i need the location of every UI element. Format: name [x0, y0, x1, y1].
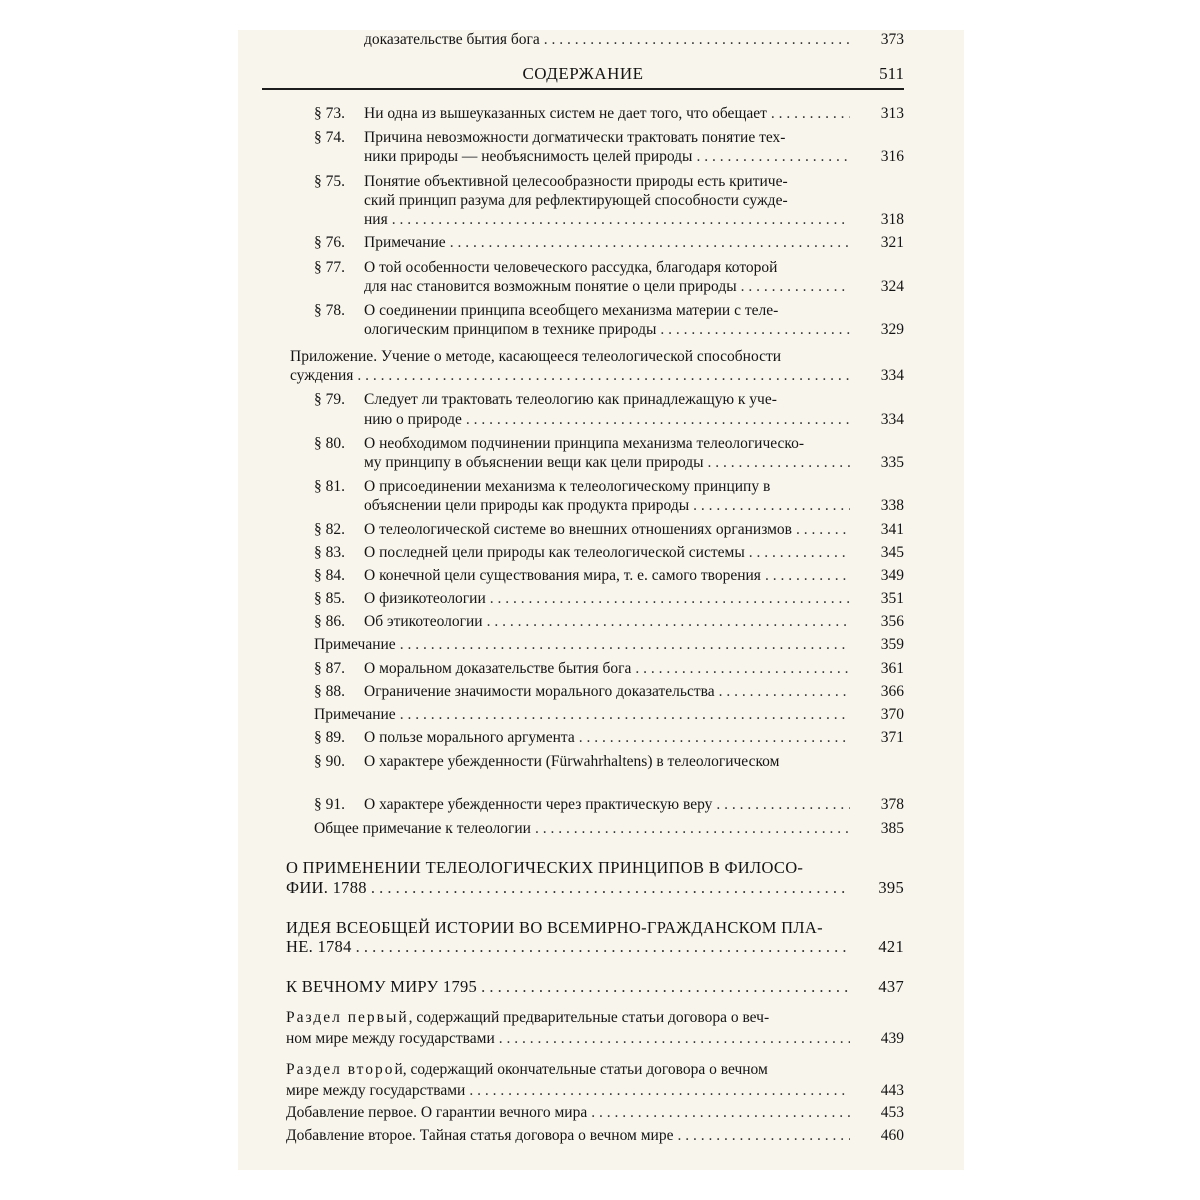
entry-page-number: 385 — [880, 820, 904, 837]
entry-title-line — [286, 1060, 768, 1080]
toc-line — [314, 752, 858, 772]
section-number: § 77. — [314, 259, 345, 276]
toc-line — [314, 233, 850, 253]
dot-leader — [579, 728, 850, 748]
section-number: § 78. — [314, 302, 345, 319]
dot-leader — [481, 977, 850, 997]
section-number: § 75. — [314, 173, 345, 190]
toc-line — [286, 878, 850, 898]
entry-page-number: 443 — [880, 1082, 904, 1099]
entry-page-number: 334 — [880, 367, 904, 384]
entry-page-number: 395 — [878, 878, 904, 897]
dot-leader — [466, 410, 850, 430]
entry-page-number: 437 — [878, 977, 904, 996]
entry-page-number: 321 — [880, 234, 904, 251]
section-number: § 86. — [314, 613, 345, 630]
entry-page-number: 460 — [880, 1127, 904, 1144]
book-page — [238, 30, 964, 1170]
entry-page-number: 316 — [880, 148, 904, 165]
spaced-heading: Раздел второ — [286, 1061, 395, 1078]
dot-leader — [716, 795, 850, 815]
dot-leader — [490, 589, 850, 609]
dot-leader — [749, 543, 850, 563]
entry-title-line: Причина невозможности догматически трактовать понятие тех- — [364, 129, 786, 146]
entry-page-number: 370 — [880, 706, 904, 723]
dot-leader — [719, 682, 850, 702]
entry-title-line: Понятие объективной целесообразности природы есть критиче- — [364, 173, 788, 190]
entry-page-number: 356 — [880, 613, 904, 630]
dot-leader — [693, 496, 850, 516]
running-title: СОДЕРЖАНИЕ — [522, 64, 644, 83]
entry-page-number: 373 — [880, 31, 904, 48]
entry-title-line: нию о природе — [364, 411, 462, 428]
entry-title-line: К ВЕЧНОМУ МИРУ 1795 — [286, 977, 478, 996]
section-number: § 88. — [314, 683, 345, 700]
dot-leader — [708, 453, 850, 473]
entry-title-line: Общее примечание к телеологии — [314, 820, 531, 837]
entry-page-number: 349 — [880, 567, 904, 584]
spaced-heading: Раздел первый — [286, 1009, 409, 1026]
toc-line — [314, 258, 858, 278]
entry-title-line: мире между государствами — [286, 1082, 466, 1099]
section-number: § 81. — [314, 478, 345, 495]
entry-page-number: 453 — [880, 1104, 904, 1121]
entry-page-number: 334 — [880, 411, 904, 428]
toc-line — [314, 728, 850, 748]
entry-page-number: 361 — [880, 660, 904, 677]
entry-title-line: Примечание — [364, 234, 446, 251]
entry-title-line: Ни одна из вышеуказанных систем не дает того, что обещает — [364, 105, 767, 122]
entry-title-line: О пользе морального аргумента — [364, 729, 575, 746]
toc-line — [314, 453, 850, 473]
entry-title-line: ологическим принципом в технике природы — [364, 321, 657, 338]
section-number: § 80. — [314, 435, 345, 452]
entry-title-line: О присоединении механизма к телеологическому принципу в — [364, 478, 771, 495]
entry-title-line: ники природы — необъяснимость целей природы — [364, 148, 693, 165]
toc-line — [314, 410, 850, 430]
section-number: § 90. — [314, 753, 345, 770]
dot-leader — [696, 147, 850, 167]
toc-line — [286, 937, 850, 957]
toc-line — [286, 1126, 850, 1146]
dot-leader — [450, 233, 850, 253]
entry-page-number: 335 — [880, 454, 904, 471]
entry-title-line: ния — [364, 211, 388, 228]
entry-title-line: О конечной цели существования мира, т. е. самого творения — [364, 567, 761, 584]
entry-title-line: О характере убежденности (Fürwahrhaltens) в телеологическом — [364, 753, 780, 770]
entry-title-line: О соединении принципа всеобщего механизма материи с теле- — [364, 302, 779, 319]
entry-page-number: 338 — [880, 497, 904, 514]
section-number: § 76. — [314, 234, 345, 251]
toc-line — [314, 635, 850, 655]
section-number: § 89. — [314, 729, 345, 746]
toc-line — [290, 347, 858, 367]
entry-page-number: 313 — [880, 105, 904, 122]
dot-leader — [741, 277, 850, 297]
heading-rest: й, содержащий окончательные статьи договора о вечном — [394, 1061, 768, 1078]
section-number: § 73. — [314, 105, 345, 122]
dot-leader — [660, 320, 850, 340]
entry-page-number: 439 — [880, 1030, 904, 1047]
page-number: 511 — [879, 64, 904, 83]
dot-leader — [356, 937, 850, 957]
entry-title-line: НЕ. 1784 — [286, 937, 352, 956]
toc-line — [286, 1008, 858, 1028]
toc-line — [314, 210, 850, 230]
toc-line — [314, 795, 850, 815]
toc-line — [286, 858, 858, 878]
toc-line — [314, 543, 850, 563]
toc-line — [314, 277, 850, 297]
toc-line — [314, 589, 850, 609]
entry-page-number: 421 — [878, 937, 904, 956]
toc-line — [286, 1060, 858, 1080]
dot-leader — [591, 1103, 850, 1123]
toc-line — [314, 320, 850, 340]
toc-line — [314, 172, 858, 192]
toc-line — [314, 147, 850, 167]
toc-line — [286, 1103, 850, 1123]
entry-page-number: 329 — [880, 321, 904, 338]
toc-line — [314, 566, 850, 586]
dot-leader — [469, 1081, 850, 1101]
entry-page-number: 345 — [880, 544, 904, 561]
dot-leader — [535, 819, 850, 839]
entry-title-line: О той особенности человеческого рассудка, благодаря которой — [364, 259, 778, 276]
entry-title-line: О характере убежденности через практическую веру — [364, 796, 713, 813]
entry-page-number: 366 — [880, 683, 904, 700]
dot-leader — [635, 659, 850, 679]
entry-title-line: Примечание — [314, 636, 396, 653]
dot-leader — [487, 612, 850, 632]
entry-title-line: объяснении цели природы как продукта природы — [364, 497, 690, 514]
entry-title-line: Следует ли трактовать телеологию как принадлежащую к уче- — [364, 391, 777, 408]
dot-leader — [796, 520, 850, 540]
entry-page-number: 341 — [880, 521, 904, 538]
entry-title-line: О ПРИМЕНЕНИИ ТЕЛЕОЛОГИЧЕСКИХ ПРИНЦИПОВ В ФИЛОСО- — [286, 858, 804, 877]
toc-line — [286, 1029, 850, 1049]
section-number: § 87. — [314, 660, 345, 677]
toc-line — [286, 1081, 850, 1101]
entry-title-line: Об этикотеологии — [364, 613, 483, 630]
entry-title-line: Добавление второе. Тайная статья договора о вечном мире — [286, 1127, 674, 1144]
toc-line — [314, 496, 850, 516]
entry-title-line: Ограничение значимости морального доказательства — [364, 683, 715, 700]
section-number: § 83. — [314, 544, 345, 561]
toc-line — [314, 682, 850, 702]
toc-line — [314, 30, 850, 50]
dot-leader — [400, 705, 850, 725]
entry-title-line: ном мире между государствами — [286, 1030, 495, 1047]
toc-line — [314, 191, 858, 211]
toc-line — [314, 128, 858, 148]
section-number: § 84. — [314, 567, 345, 584]
entry-title-line: О телеологической системе во внешних отношениях организмов — [364, 521, 793, 538]
toc-line — [314, 104, 850, 124]
entry-page-number: 318 — [880, 211, 904, 228]
entry-page-number: 371 — [880, 729, 904, 746]
entry-title-line: О моральном доказательстве бытия бога — [364, 660, 632, 677]
toc-line — [314, 705, 850, 725]
dot-leader — [357, 366, 850, 386]
toc-line — [314, 301, 858, 321]
heading-rest: , содержащий предварительные статьи договора о веч- — [408, 1009, 770, 1026]
entry-page-number: 378 — [880, 796, 904, 813]
entry-page-number: 324 — [880, 278, 904, 295]
table-of-contents — [238, 30, 964, 1170]
toc-line — [290, 366, 850, 386]
dot-leader — [392, 210, 850, 230]
dot-leader — [499, 1029, 850, 1049]
dot-leader — [400, 635, 850, 655]
toc-line — [286, 977, 850, 997]
toc-line — [314, 659, 850, 679]
dot-leader — [771, 104, 850, 124]
dot-leader — [371, 878, 850, 898]
entry-title-line: О необходимом подчинении принципа механизма телеологическо- — [364, 435, 805, 452]
entry-title-line: Добавление первое. О гарантии вечного мира — [286, 1104, 588, 1121]
toc-line — [314, 819, 850, 839]
entry-page-number: 359 — [880, 636, 904, 653]
toc-line — [314, 612, 850, 632]
entry-title-line: ИДЕЯ ВСЕОБЩЕЙ ИСТОРИИ ВО ВСЕМИРНО-ГРАЖДАНСКОМ ПЛА- — [286, 918, 823, 937]
entry-title-line — [286, 1008, 769, 1028]
toc-line — [314, 520, 850, 540]
section-number: § 82. — [314, 521, 345, 538]
dot-leader — [677, 1126, 850, 1146]
toc-line — [286, 918, 858, 938]
dot-leader — [765, 566, 850, 586]
entry-title-line: Приложение. Учение о методе, касающееся телеологической способности — [290, 348, 782, 365]
entry-page-number: 351 — [880, 590, 904, 607]
entry-title-line: доказательстве бытия бога — [364, 31, 540, 48]
entry-title-line: ФИИ. 1788 — [286, 878, 367, 897]
entry-title-line: О физикотеологии — [364, 590, 486, 607]
section-number: § 79. — [314, 391, 345, 408]
entry-title-line: му принципу в объяснении вещи как цели природы — [364, 454, 704, 471]
toc-line — [314, 390, 858, 410]
toc-line — [314, 434, 858, 454]
dot-leader — [544, 30, 850, 50]
section-number: § 74. — [314, 129, 345, 146]
entry-title-line: для нас становится возможным понятие о цели природы — [364, 278, 737, 295]
toc-line — [314, 477, 858, 497]
entry-title-line: Примечание — [314, 706, 396, 723]
entry-title-line: ский принцип разума для рефлектирующей способности сужде- — [364, 192, 788, 209]
entry-title-line: суждения — [290, 367, 354, 384]
section-number: § 85. — [314, 590, 345, 607]
section-number: § 91. — [314, 796, 345, 813]
entry-title-line: О последней цели природы как телеологической системы — [364, 544, 745, 561]
